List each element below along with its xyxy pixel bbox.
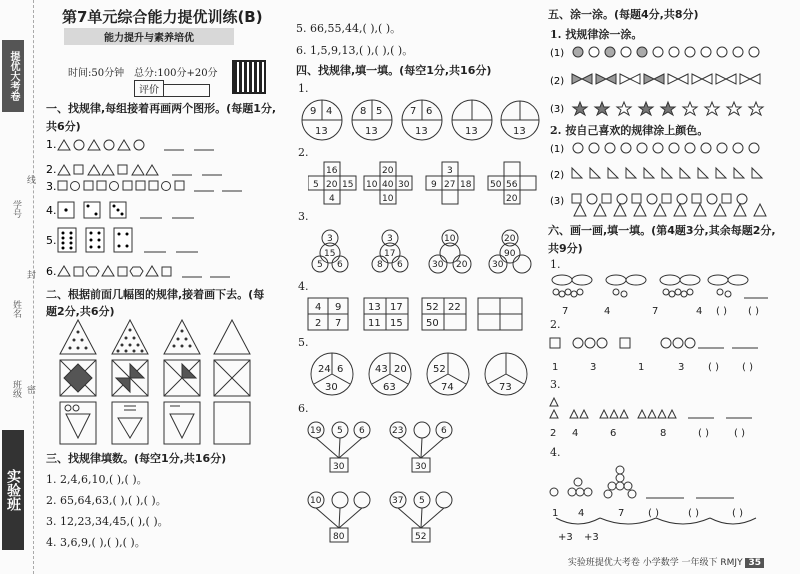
svg-text:63: 63 <box>383 382 396 393</box>
svg-text:( ): ( ) <box>748 306 759 317</box>
tree-diagram <box>308 422 370 472</box>
svg-text:5: 5 <box>419 496 425 506</box>
s4-num-2: 2. <box>298 146 309 159</box>
svg-text:(2): (2) <box>550 76 565 87</box>
svg-text:6: 6 <box>610 428 617 439</box>
svg-text:( ): ( ) <box>648 508 659 519</box>
grid-2x2 <box>478 298 522 330</box>
blank-circles <box>573 143 759 153</box>
svg-text:20: 20 <box>394 364 407 375</box>
svg-text:52: 52 <box>426 302 439 313</box>
cross-grid <box>488 162 536 204</box>
time-limit: 时间:50分钟 <box>68 68 125 79</box>
triad <box>312 230 348 272</box>
svg-text:13: 13 <box>513 126 526 137</box>
svg-text:30: 30 <box>325 382 338 393</box>
side-label-seal: 封 <box>25 270 35 279</box>
s4-table-row <box>306 296 536 332</box>
svg-text:17: 17 <box>384 249 396 259</box>
svg-text:9: 9 <box>310 106 317 117</box>
triad <box>489 230 531 273</box>
split-circle <box>402 100 442 140</box>
page-footer <box>568 555 764 568</box>
svg-text:(3): (3) <box>550 104 565 115</box>
s4-num-6: 6. <box>298 402 309 415</box>
s5-q2: 2. 按自己喜欢的规律涂上颜色。 <box>550 124 709 137</box>
svg-text:30: 30 <box>333 462 345 472</box>
svg-text:43: 43 <box>375 364 388 375</box>
svg-text:19: 19 <box>310 426 322 436</box>
side-label-name: 姓名 <box>11 300 21 318</box>
section-1-patterns <box>44 132 284 282</box>
pattern-row-3 <box>58 181 184 191</box>
svg-text:11: 11 <box>368 318 381 329</box>
dice-row <box>58 202 126 218</box>
svg-text:15: 15 <box>342 180 354 190</box>
svg-text:7: 7 <box>562 306 569 317</box>
svg-text:10: 10 <box>366 180 378 190</box>
s6-q4-figures <box>548 462 778 546</box>
s3-item-2: 2. 65,64,63,( ),( ),( )。 <box>46 494 167 507</box>
section-1-heading-cont: 共6分) <box>46 120 81 133</box>
s4-num-5: 5. <box>298 336 309 349</box>
brand-logo: 提优大考卷 <box>2 40 24 112</box>
svg-text:13: 13 <box>465 126 478 137</box>
svg-text:30: 30 <box>398 180 410 190</box>
svg-text:6: 6 <box>397 260 403 270</box>
s4-num-3: 3. <box>298 210 309 223</box>
cross-grid <box>308 162 356 204</box>
pie <box>485 353 527 395</box>
grid-2x2 <box>308 298 348 330</box>
tree-diagram <box>390 492 452 542</box>
svg-text:( ): ( ) <box>698 428 709 439</box>
svg-text:6: 6 <box>359 426 365 436</box>
page-number: 35 <box>745 558 764 568</box>
s6-q3-figures <box>548 394 778 440</box>
svg-text:(1): (1) <box>550 48 565 59</box>
s4-num-4: 4. <box>298 280 309 293</box>
svg-text:( ): ( ) <box>742 362 753 373</box>
svg-text:27: 27 <box>444 180 456 190</box>
split-circle <box>352 100 392 140</box>
side-label-class: 班级 <box>11 380 21 398</box>
grid-2x2 <box>422 298 466 330</box>
s3-item-5: 5. 66,55,44,( ),( )。 <box>296 22 402 35</box>
split-circle <box>452 100 492 140</box>
color-bows <box>572 74 760 84</box>
s3-item-1: 1. 2,4,6,10,( ),( )。 <box>46 473 148 486</box>
side-label-number: 学号 <box>11 200 21 218</box>
svg-text:5: 5 <box>337 426 343 436</box>
triangle-row <box>60 320 250 354</box>
svg-text:30: 30 <box>432 260 444 270</box>
svg-text:(1): (1) <box>550 144 565 155</box>
s4-circle-row <box>300 98 540 142</box>
svg-text:37: 37 <box>392 496 404 506</box>
box-row <box>60 402 250 444</box>
svg-text:4: 4 <box>578 508 585 519</box>
s1-num: 6. <box>46 265 57 278</box>
svg-text:+3: +3 <box>558 532 573 543</box>
svg-text:( ): ( ) <box>732 508 743 519</box>
svg-text:4: 4 <box>315 302 322 313</box>
svg-text:20: 20 <box>382 166 394 176</box>
svg-text:3: 3 <box>590 362 597 373</box>
s5-q2-row4 <box>550 200 780 220</box>
color-circles <box>573 47 759 57</box>
svg-text:4: 4 <box>572 428 579 439</box>
section-2-figures <box>56 318 266 448</box>
s5-q1-rows <box>550 42 780 122</box>
page-title: 第7单元综合能力提优训练(B) <box>62 8 263 26</box>
svg-text:20: 20 <box>506 194 518 204</box>
svg-text:4: 4 <box>604 306 611 317</box>
blank-triangles <box>572 168 762 178</box>
svg-text:10: 10 <box>382 194 394 204</box>
svg-text:( ): ( ) <box>716 306 727 317</box>
svg-text:13: 13 <box>415 126 428 137</box>
svg-text:30: 30 <box>492 260 504 270</box>
domino-row <box>58 228 132 252</box>
kite-group <box>606 275 646 297</box>
svg-text:(3): (3) <box>550 196 565 207</box>
svg-text:( ): ( ) <box>708 362 719 373</box>
svg-text:5: 5 <box>313 180 319 190</box>
svg-text:73: 73 <box>499 382 512 393</box>
s4-triad-row <box>310 228 540 276</box>
grid-2x2 <box>364 298 408 330</box>
s6-num-4: 4. <box>550 446 561 459</box>
s6-num-1: 1. <box>550 258 561 271</box>
svg-text:9: 9 <box>335 302 342 313</box>
svg-text:23: 23 <box>392 426 404 436</box>
split-circle <box>302 100 342 140</box>
svg-text:13: 13 <box>365 126 378 137</box>
split-circle <box>501 101 539 139</box>
s6-q2-figures <box>548 334 778 374</box>
total-score: 总分:100分+20分 <box>134 68 218 79</box>
svg-text:7: 7 <box>410 106 417 117</box>
svg-text:50: 50 <box>426 318 439 329</box>
svg-text:5: 5 <box>317 260 323 270</box>
svg-text:7: 7 <box>652 306 659 317</box>
svg-text:3: 3 <box>327 234 333 244</box>
s6-num-2: 2. <box>550 318 561 331</box>
svg-text:4: 4 <box>329 194 335 204</box>
section-1-heading: 一、找规律,每组接着再画两个图形。(每题1分, <box>46 102 277 115</box>
svg-text:30: 30 <box>415 462 427 472</box>
cross-grid <box>426 162 474 204</box>
svg-text:4: 4 <box>326 106 333 117</box>
tree-diagram <box>308 492 370 542</box>
svg-text:52: 52 <box>415 532 427 542</box>
svg-text:( ): ( ) <box>734 428 745 439</box>
pie <box>311 353 353 395</box>
kite-group <box>660 275 700 297</box>
s1-num: 4. <box>46 204 57 217</box>
svg-text:50: 50 <box>490 180 502 190</box>
section-3-heading: 三、找规律填数。(每空1分,共16分) <box>46 452 227 465</box>
s3-item-6: 6. 1,5,9,13,( ),( ),( )。 <box>296 44 414 57</box>
color-stars <box>573 102 763 115</box>
svg-text:80: 80 <box>333 532 345 542</box>
svg-text:1: 1 <box>552 508 559 519</box>
s4-tree-row <box>304 418 464 548</box>
svg-text:2: 2 <box>550 428 557 439</box>
pattern-row-1 <box>58 140 144 150</box>
svg-text:24: 24 <box>318 364 331 375</box>
kite-group <box>552 275 592 297</box>
s4-cross-row <box>308 160 538 206</box>
svg-text:8: 8 <box>660 428 667 439</box>
svg-text:15: 15 <box>324 249 336 259</box>
svg-text:20: 20 <box>326 180 338 190</box>
section-6-heading-cont: 共9分) <box>548 242 583 255</box>
svg-text:40: 40 <box>382 180 394 190</box>
section-4-heading: 四、找规律,填一填。(每空1分,共16分) <box>296 64 492 77</box>
s4-num-1: 1. <box>298 82 309 95</box>
tree-diagram <box>390 422 452 472</box>
section-2-heading-cont: 题2分,共6分) <box>46 305 115 318</box>
s1-num: 5. <box>46 234 57 247</box>
section-2-heading: 二、根据前面几幅图的规律,接着画下去。(每 <box>46 288 265 301</box>
cross-grid <box>364 162 412 204</box>
svg-text:8: 8 <box>377 260 383 270</box>
svg-text:9: 9 <box>431 180 437 190</box>
s1-num: 3. <box>46 180 57 193</box>
s6-num-3: 3. <box>550 378 561 391</box>
svg-text:16: 16 <box>326 166 338 176</box>
svg-text:56: 56 <box>506 180 518 190</box>
svg-text:13: 13 <box>368 302 381 313</box>
qr-code[interactable] <box>232 60 266 94</box>
triad <box>372 230 408 272</box>
svg-text:18: 18 <box>460 180 472 190</box>
svg-text:7: 7 <box>335 318 342 329</box>
footer-text: 实验班提优大考卷 小学数学 一年级下 RMJY <box>567 558 743 568</box>
triad <box>429 230 471 273</box>
svg-text:5: 5 <box>376 106 383 117</box>
svg-text:(2): (2) <box>550 170 565 181</box>
side-label-line: 线 <box>25 175 35 184</box>
s6-q1-figures <box>548 272 778 318</box>
svg-text:( ): ( ) <box>688 508 699 519</box>
svg-text:10: 10 <box>444 234 456 244</box>
svg-text:17: 17 <box>390 302 403 313</box>
svg-text:6: 6 <box>441 426 447 436</box>
svg-text:3: 3 <box>678 362 685 373</box>
svg-text:1: 1 <box>552 362 559 373</box>
s3-item-3: 3. 12,23,34,45,( ),( )。 <box>46 515 169 528</box>
svg-text:+3: +3 <box>584 532 599 543</box>
svg-text:20: 20 <box>504 234 516 244</box>
svg-text:4: 4 <box>696 306 703 317</box>
svg-text:3: 3 <box>387 234 393 244</box>
svg-text:2: 2 <box>315 318 322 329</box>
svg-text:10: 10 <box>310 496 322 506</box>
pie <box>369 353 411 395</box>
svg-text:1: 1 <box>638 362 645 373</box>
brand-bottom: 实验班 <box>2 430 24 550</box>
side-label-secret: 密 <box>25 385 35 394</box>
pie <box>427 353 469 395</box>
s5-q1: 1. 找规律涂一涂。 <box>550 28 643 41</box>
pattern-row-6 <box>58 266 171 276</box>
svg-text:13: 13 <box>315 126 328 137</box>
svg-text:3: 3 <box>447 166 453 176</box>
section-5-heading: 五、涂一涂。(每题4分,共8分) <box>548 8 699 21</box>
section-6-heading: 六、画一画,填一填。(第4题3分,其余每题2分, <box>548 224 776 237</box>
svg-text:7: 7 <box>618 508 625 519</box>
s1-num: 1. <box>46 138 57 151</box>
svg-text:90: 90 <box>504 249 516 259</box>
pattern-row-2 <box>58 165 158 175</box>
kite-group <box>708 275 748 297</box>
svg-text:74: 74 <box>441 382 454 393</box>
s3-item-4: 4. 3,6,9,( ),( ),( )。 <box>46 536 146 549</box>
page-subtitle: 能力提升与素养培优 <box>64 28 234 45</box>
s1-num: 2. <box>46 163 57 176</box>
svg-text:20: 20 <box>456 260 468 270</box>
s4-pie-row <box>310 350 540 398</box>
svg-text:6: 6 <box>337 364 344 375</box>
svg-text:22: 22 <box>448 302 461 313</box>
svg-text:6: 6 <box>426 106 433 117</box>
svg-text:15: 15 <box>390 318 403 329</box>
square-x-row <box>60 360 250 396</box>
svg-text:52: 52 <box>433 364 446 375</box>
evaluation-box: 评价 <box>134 80 210 97</box>
svg-text:6: 6 <box>337 260 343 270</box>
svg-text:8: 8 <box>360 106 367 117</box>
